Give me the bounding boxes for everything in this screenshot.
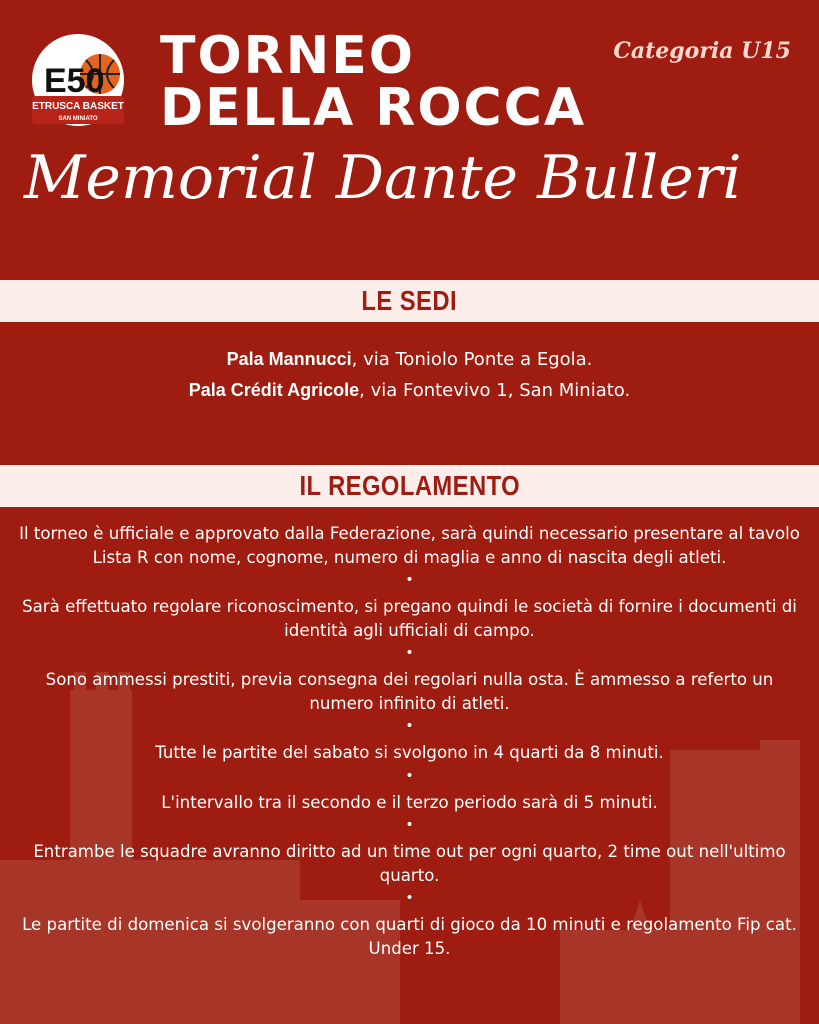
rule-item: Sarà effettuato regolare riconoscimento, si pregano quindi le società di fornire i documenti di identità agli ufficiali di campo. [22,597,797,640]
rules-heading: IL REGOLAMENTO [299,470,520,501]
venue-item [0,344,819,375]
venue-address: , via Fontevivo 1, San Miniato. [359,380,631,401]
venue-item [0,375,819,406]
rules-heading-band [0,465,819,507]
bullet-separator: • [405,890,414,906]
memorial-title: Memorial Dante Bulleri [24,143,742,213]
title-line-1: TORNEO [160,26,415,86]
svg-text:ETRUSCA BASKET: ETRUSCA BASKET [32,101,124,112]
venue-name: Pala Crédit Agricole [188,380,360,400]
bullet-separator: • [405,817,414,833]
bullet-separator: • [405,645,414,661]
rules-list [14,522,805,960]
rule-item: Le partite di domenica si svolgeranno con quarti di gioco da 10 minuti e regolamento Fip cat. Under 15. [22,915,797,958]
category-label: Categoria U15 [613,38,791,64]
club-logo [28,32,128,132]
bullet-separator: • [405,718,414,734]
svg-text:E50: E50 [44,62,105,100]
venue-address: , via Toniolo Ponte a Egola. [351,349,593,370]
venues-list [0,344,819,406]
title-line-2: DELLA ROCCA [160,78,587,138]
rule-item: Entrambe le squadre avranno diritto ad un time out per ogni quarto, 2 time out nell'ultimo quarto. [33,842,786,885]
venue-name: Pala Mannucci [226,349,352,369]
tournament-title [160,26,620,138]
bullet-separator: • [405,572,414,588]
rule-item: L'intervallo tra il secondo e il terzo periodo sarà di 5 minuti. [161,792,658,812]
venues-heading: LE SEDI [361,285,458,316]
rule-item: Sono ammessi prestiti, previa consegna dei regolari nulla osta. È ammesso a referto un numero infinito di atleti. [45,670,774,713]
svg-text:SAN MINIATO: SAN MINIATO [58,116,98,122]
rule-item: Il torneo è ufficiale e approvato dalla Federazione, sarà quindi necessario presentare al tavolo Lista R con nome, cognome, numero di maglia e anno di nascita degli atleti. [19,524,800,567]
rule-item: Tutte le partite del sabato si svolgono in 4 quarti da 8 minuti. [155,743,664,762]
venues-heading-band [0,280,819,322]
bullet-separator: • [405,767,414,784]
